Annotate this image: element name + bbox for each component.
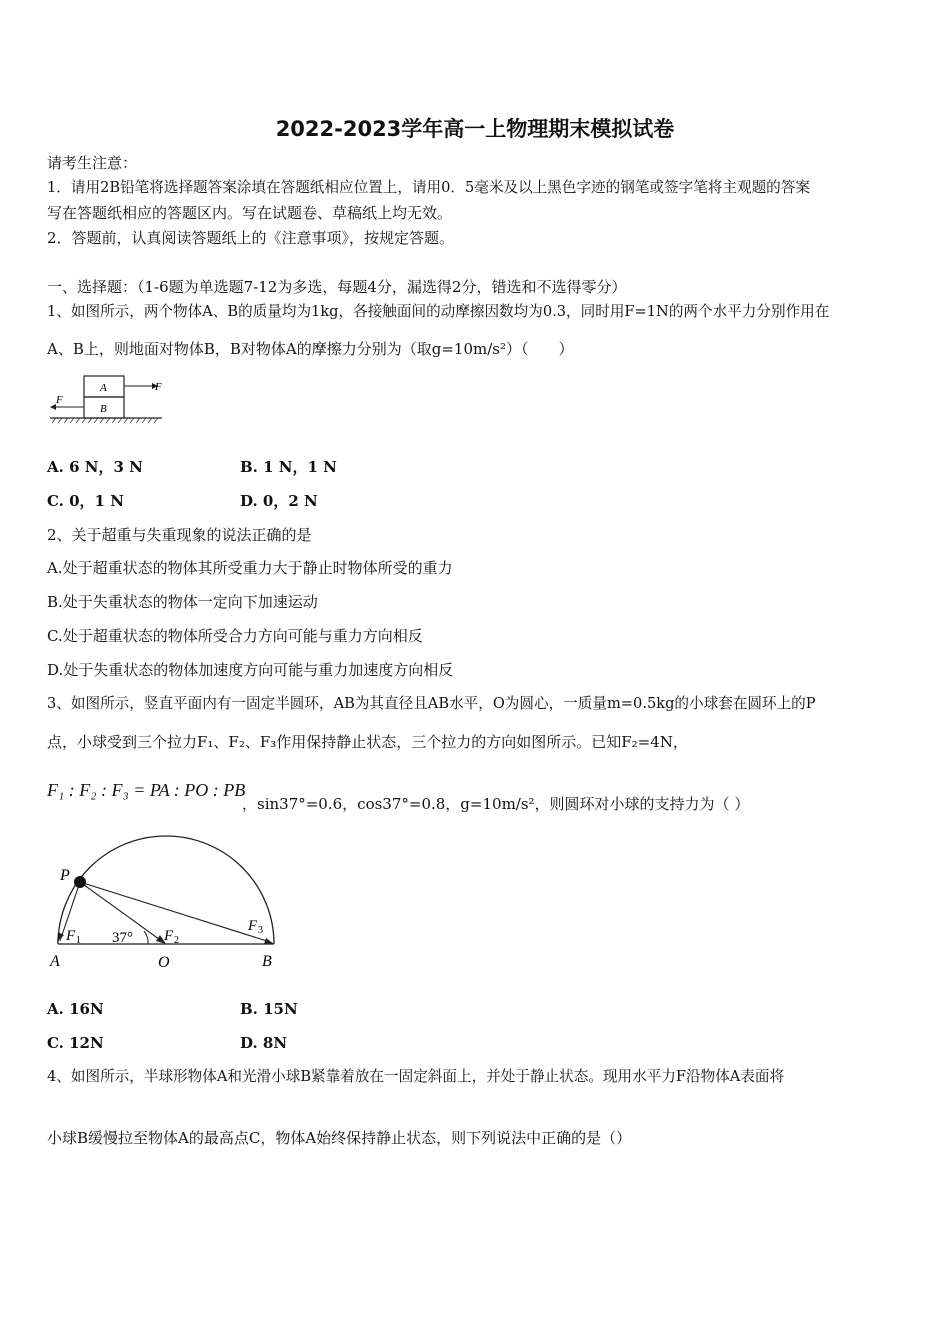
q1-stem-line-1: 1、如图所示，两个物体A、B的质量均为1kg，各接触面间的动摩擦因数均为0.3，同时用F=1N的两个水平力分别作用在 [47, 303, 830, 320]
label-f2-sub: 2 [174, 935, 179, 946]
q4-stem-line-2: 小球B缓慢拉至物体A的最高点C，物体A始终保持静止状态，则下列说法中正确的是（） [47, 1129, 632, 1147]
q1-option-a[interactable]: A. 6 N，3 N [47, 458, 143, 476]
notice-item-1-line-2: 写在答题纸相应的答题区内。写在试题卷、草稿纸上均无效。 [47, 204, 453, 222]
q3-option-c[interactable]: C. 12N [47, 1034, 104, 1052]
q3-option-a[interactable]: A. 16N [47, 1000, 104, 1018]
section-heading: 一、选择题：（1-6题为单选题7-12为多选，每题4分，漏选得2分，错选和不选得零分） [47, 278, 627, 296]
label-b-point: B [262, 953, 272, 970]
label-f1: F [66, 928, 76, 944]
page-title: 2022-2023学年高一上物理期末模拟试卷 [275, 117, 675, 141]
label-o: O [158, 954, 170, 971]
q1-option-c[interactable]: C. 0，1 N [47, 492, 124, 510]
q2-option-d[interactable]: D.处于失重状态的物体加速度方向可能与重力加速度方向相反 [47, 661, 454, 679]
label-f3: F [248, 918, 258, 934]
notice-item-2: 2．答题前，认真阅读答题纸上的《注意事项》，按规定答题。 [47, 229, 455, 247]
label-f2: F [164, 928, 174, 944]
label-f1-sub: 1 [76, 935, 81, 946]
label-a-point: A [50, 953, 60, 970]
q3-option-b[interactable]: B. 15N [240, 1000, 298, 1018]
force-f3-line [80, 882, 270, 942]
label-f-right: F [155, 381, 162, 393]
q2-option-a[interactable]: A.处于超重状态的物体其所受重力大于静止时物体所受的重力 [47, 559, 453, 577]
ball-p [74, 876, 86, 888]
q1-option-d[interactable]: D. 0，2 N [240, 492, 318, 510]
q3-figure [44, 832, 284, 974]
ground-hatching [52, 418, 158, 423]
label-p: P [60, 867, 70, 884]
label-f-left: F [56, 394, 63, 406]
notice-item-1-line-1: 1．请用2B铅笔将选择题答案涂填在答题纸相应位置上，请用0．5毫米及以上黑色字迹的钢笔或签字笔将主观题的答案 [47, 179, 810, 196]
q3-stem-line-3: ，sin37°=0.6，cos37°=0.8，g=10m/s²，则圆环对小球的支持力为（ ） [242, 795, 750, 813]
q1-option-b[interactable]: B. 1 N，1 N [240, 458, 337, 476]
label-a: A [100, 382, 107, 394]
q2-option-c[interactable]: C.处于超重状态的物体所受合力方向可能与重力方向相反 [47, 627, 423, 645]
label-f3-sub: 3 [258, 925, 263, 936]
q3-stem-line-2: 点，小球受到三个拉力F₁、F₂、F₃作用保持静止状态，三个拉力的方向如图所示。已知F₂=4N， [47, 733, 688, 751]
label-b: B [100, 403, 107, 415]
angle-arc [144, 931, 148, 944]
label-angle: 37° [112, 930, 133, 946]
notice-heading: 请考生注意： [47, 154, 138, 172]
q2-option-b[interactable]: B.处于失重状态的物体一定向下加速运动 [47, 593, 318, 611]
q3-ratio-formula: F₁ : F₂ : F₃ = PA : PO : PB [47, 780, 246, 800]
q1-figure [44, 373, 168, 427]
q2-stem: 2、关于超重与失重现象的说法正确的是 [47, 526, 312, 544]
q3-stem-line-1: 3、如图所示，竖直平面内有一固定半圆环，AB为其直径且AB水平，O为圆心，一质量m=0.5kg的小球套在圆环上的P [47, 695, 816, 712]
q1-stem-line-2: A、B上，则地面对物体B，B对物体A的摩擦力分别为（取g=10m/s²）（ ） [47, 340, 574, 358]
q4-stem-line-1: 4、如图所示，半球形物体A和光滑小球B紧靠着放在一固定斜面上，并处于静止状态。现用水平力F沿物体A表面将 [47, 1068, 785, 1085]
q3-option-d[interactable]: D. 8N [240, 1034, 288, 1052]
